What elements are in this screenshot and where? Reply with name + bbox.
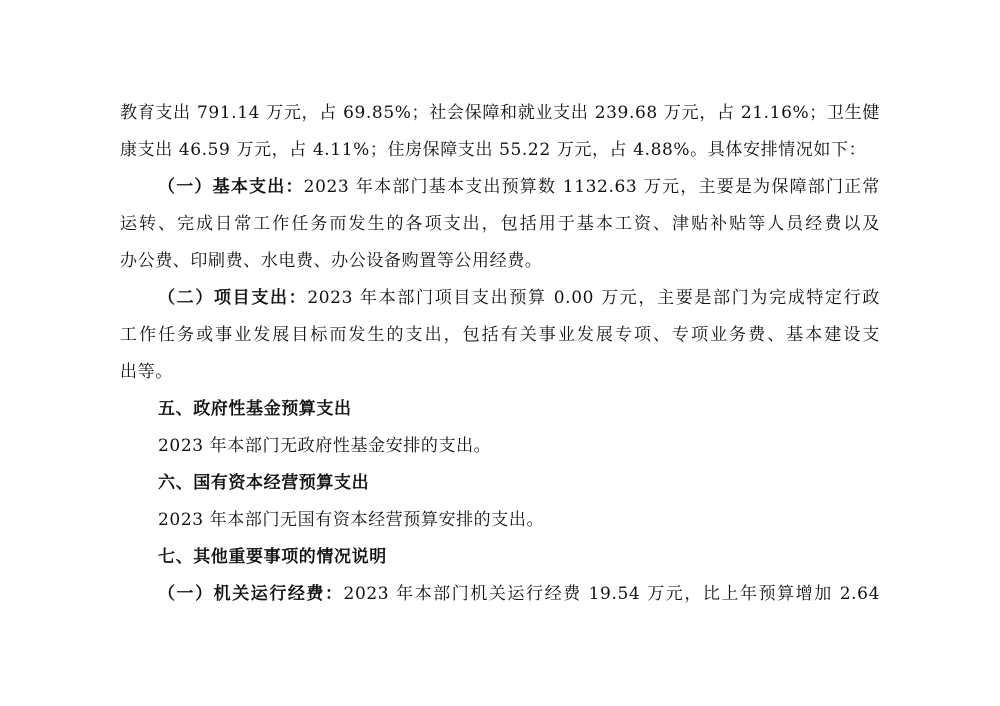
project-expense-text: 2023 年本部门项目支出预算 0.00 万元，主要是部门为完成特定行政 (307, 288, 880, 308)
line-text: 办公费、印刷费、水电费、办公设备购置等公用经费。 (120, 251, 543, 271)
section7-heading-text: 七、其他重要事项的情况说明 (158, 547, 387, 567)
section7-sub1-line (158, 579, 880, 609)
paragraph-line (120, 135, 880, 165)
project-expense-lead: （二）项目支出： (158, 288, 308, 308)
line-text: 康支出 46.59 万元，占 4.11%；住房保障支出 55.22 万元，占 4.88%。具体安排情况如下： (120, 140, 867, 160)
section6-heading-text: 六、国有资本经营预算支出 (158, 473, 370, 493)
paragraph-line (120, 357, 880, 387)
basic-expense-line (158, 172, 880, 202)
section5-text (158, 431, 880, 461)
section7-heading (158, 542, 880, 572)
paragraph-line (120, 246, 880, 276)
paragraph-line (120, 320, 880, 350)
section6-heading (158, 468, 880, 498)
section5-heading-text: 五、政府性基金预算支出 (158, 399, 352, 419)
basic-expense-lead: （一）基本支出： (158, 177, 304, 197)
basic-expense-text: 2023 年本部门基本支出预算数 1132.63 万元，主要是为保障部门正常 (303, 177, 880, 197)
line-text: 运转、完成日常工作任务而发生的各项支出，包括用于基本工资、津贴补贴等人员经费以及 (120, 214, 880, 234)
paragraph-line (120, 209, 880, 239)
section7-sub1-lead: （一）机关运行经费： (158, 584, 344, 604)
project-expense-line (158, 283, 880, 313)
line-text: 出等。 (120, 362, 173, 382)
section5-text-content: 2023 年本部门无政府性基金安排的支出。 (158, 436, 492, 456)
section7-sub1-text: 2023 年本部门机关运行经费 19.54 万元，比上年预算增加 2.64 (343, 584, 880, 604)
section6-text-content: 2023 年本部门无国有资本经营预算安排的支出。 (158, 510, 545, 530)
paragraph-line (120, 98, 880, 128)
line-text: 教育支出 791.14 万元，占 69.85%；社会保障和就业支出 239.68 万元，占 21.16%；卫生健 (120, 103, 880, 123)
section6-text (158, 505, 880, 535)
line-text: 工作任务或事业发展目标而发生的支出，包括有关事业发展专项、专项业务费、基本建设支 (120, 325, 880, 345)
section5-heading (158, 394, 880, 424)
